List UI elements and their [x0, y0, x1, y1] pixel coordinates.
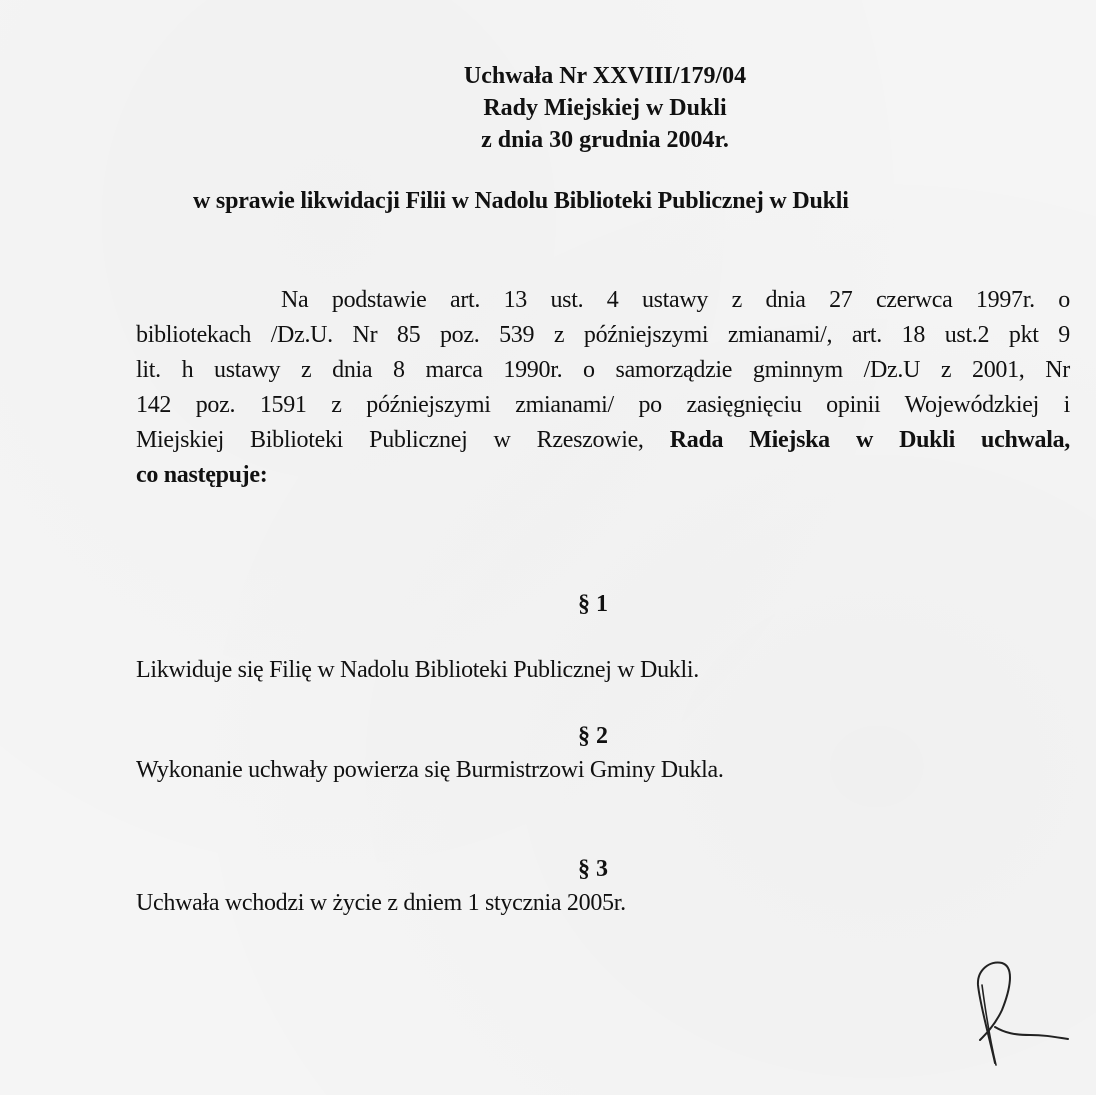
enacting-clause-continued: co następuje: [136, 462, 268, 488]
resolution-heading [0, 60, 1096, 156]
resolution-subject: w sprawie likwidacji Filii w Nadolu Biblioteki Publicznej w Dukli [193, 188, 849, 214]
section-2-text: Wykonanie uchwały powierza się Burmistrzowi Gminy Dukla. [136, 757, 724, 783]
section-3-text: Uchwała wchodzi w życie z dniem 1 stycznia 2005r. [136, 890, 626, 916]
signature-icon [950, 955, 1080, 1080]
section-3-sign: § 3 [578, 856, 608, 882]
section-2-sign: § 2 [578, 723, 608, 749]
issuing-council: Rady Miejskiej w Dukli [483, 95, 727, 121]
preamble-line: Na podstawie art. 13 ust. 4 ustawy z dnia 27 czerwca 1997r. o [281, 287, 1070, 313]
preamble-line [136, 423, 1070, 458]
preamble-text: Miejskiej Biblioteki Publicznej w Rzeszowie, [136, 427, 670, 453]
preamble-line: 142 poz. 1591 z późniejszymi zmianami/ po zasięgnięciu opinii Wojewódzkiej i [136, 392, 1070, 418]
section-1-sign: § 1 [578, 591, 608, 617]
preamble-line: lit. h ustawy z dnia 8 marca 1990r. o samorządzie gminnym /Dz.U z 2001, Nr [136, 357, 1070, 383]
legal-basis-preamble [136, 283, 1070, 493]
resolution-number: Uchwała Nr XXVIII/179/04 [463, 63, 747, 89]
preamble-line: bibliotekach /Dz.U. Nr 85 poz. 539 z późniejszymi zmianami/, art. 18 ust.2 pkt 9 [136, 322, 1070, 348]
section-1-text: Likwiduje się Filię w Nadolu Biblioteki Publicznej w Dukli. [136, 657, 699, 683]
resolution-date: z dnia 30 grudnia 2004r. [481, 127, 729, 153]
enacting-clause: Rada Miejska w Dukli uchwala, [669, 427, 1070, 453]
